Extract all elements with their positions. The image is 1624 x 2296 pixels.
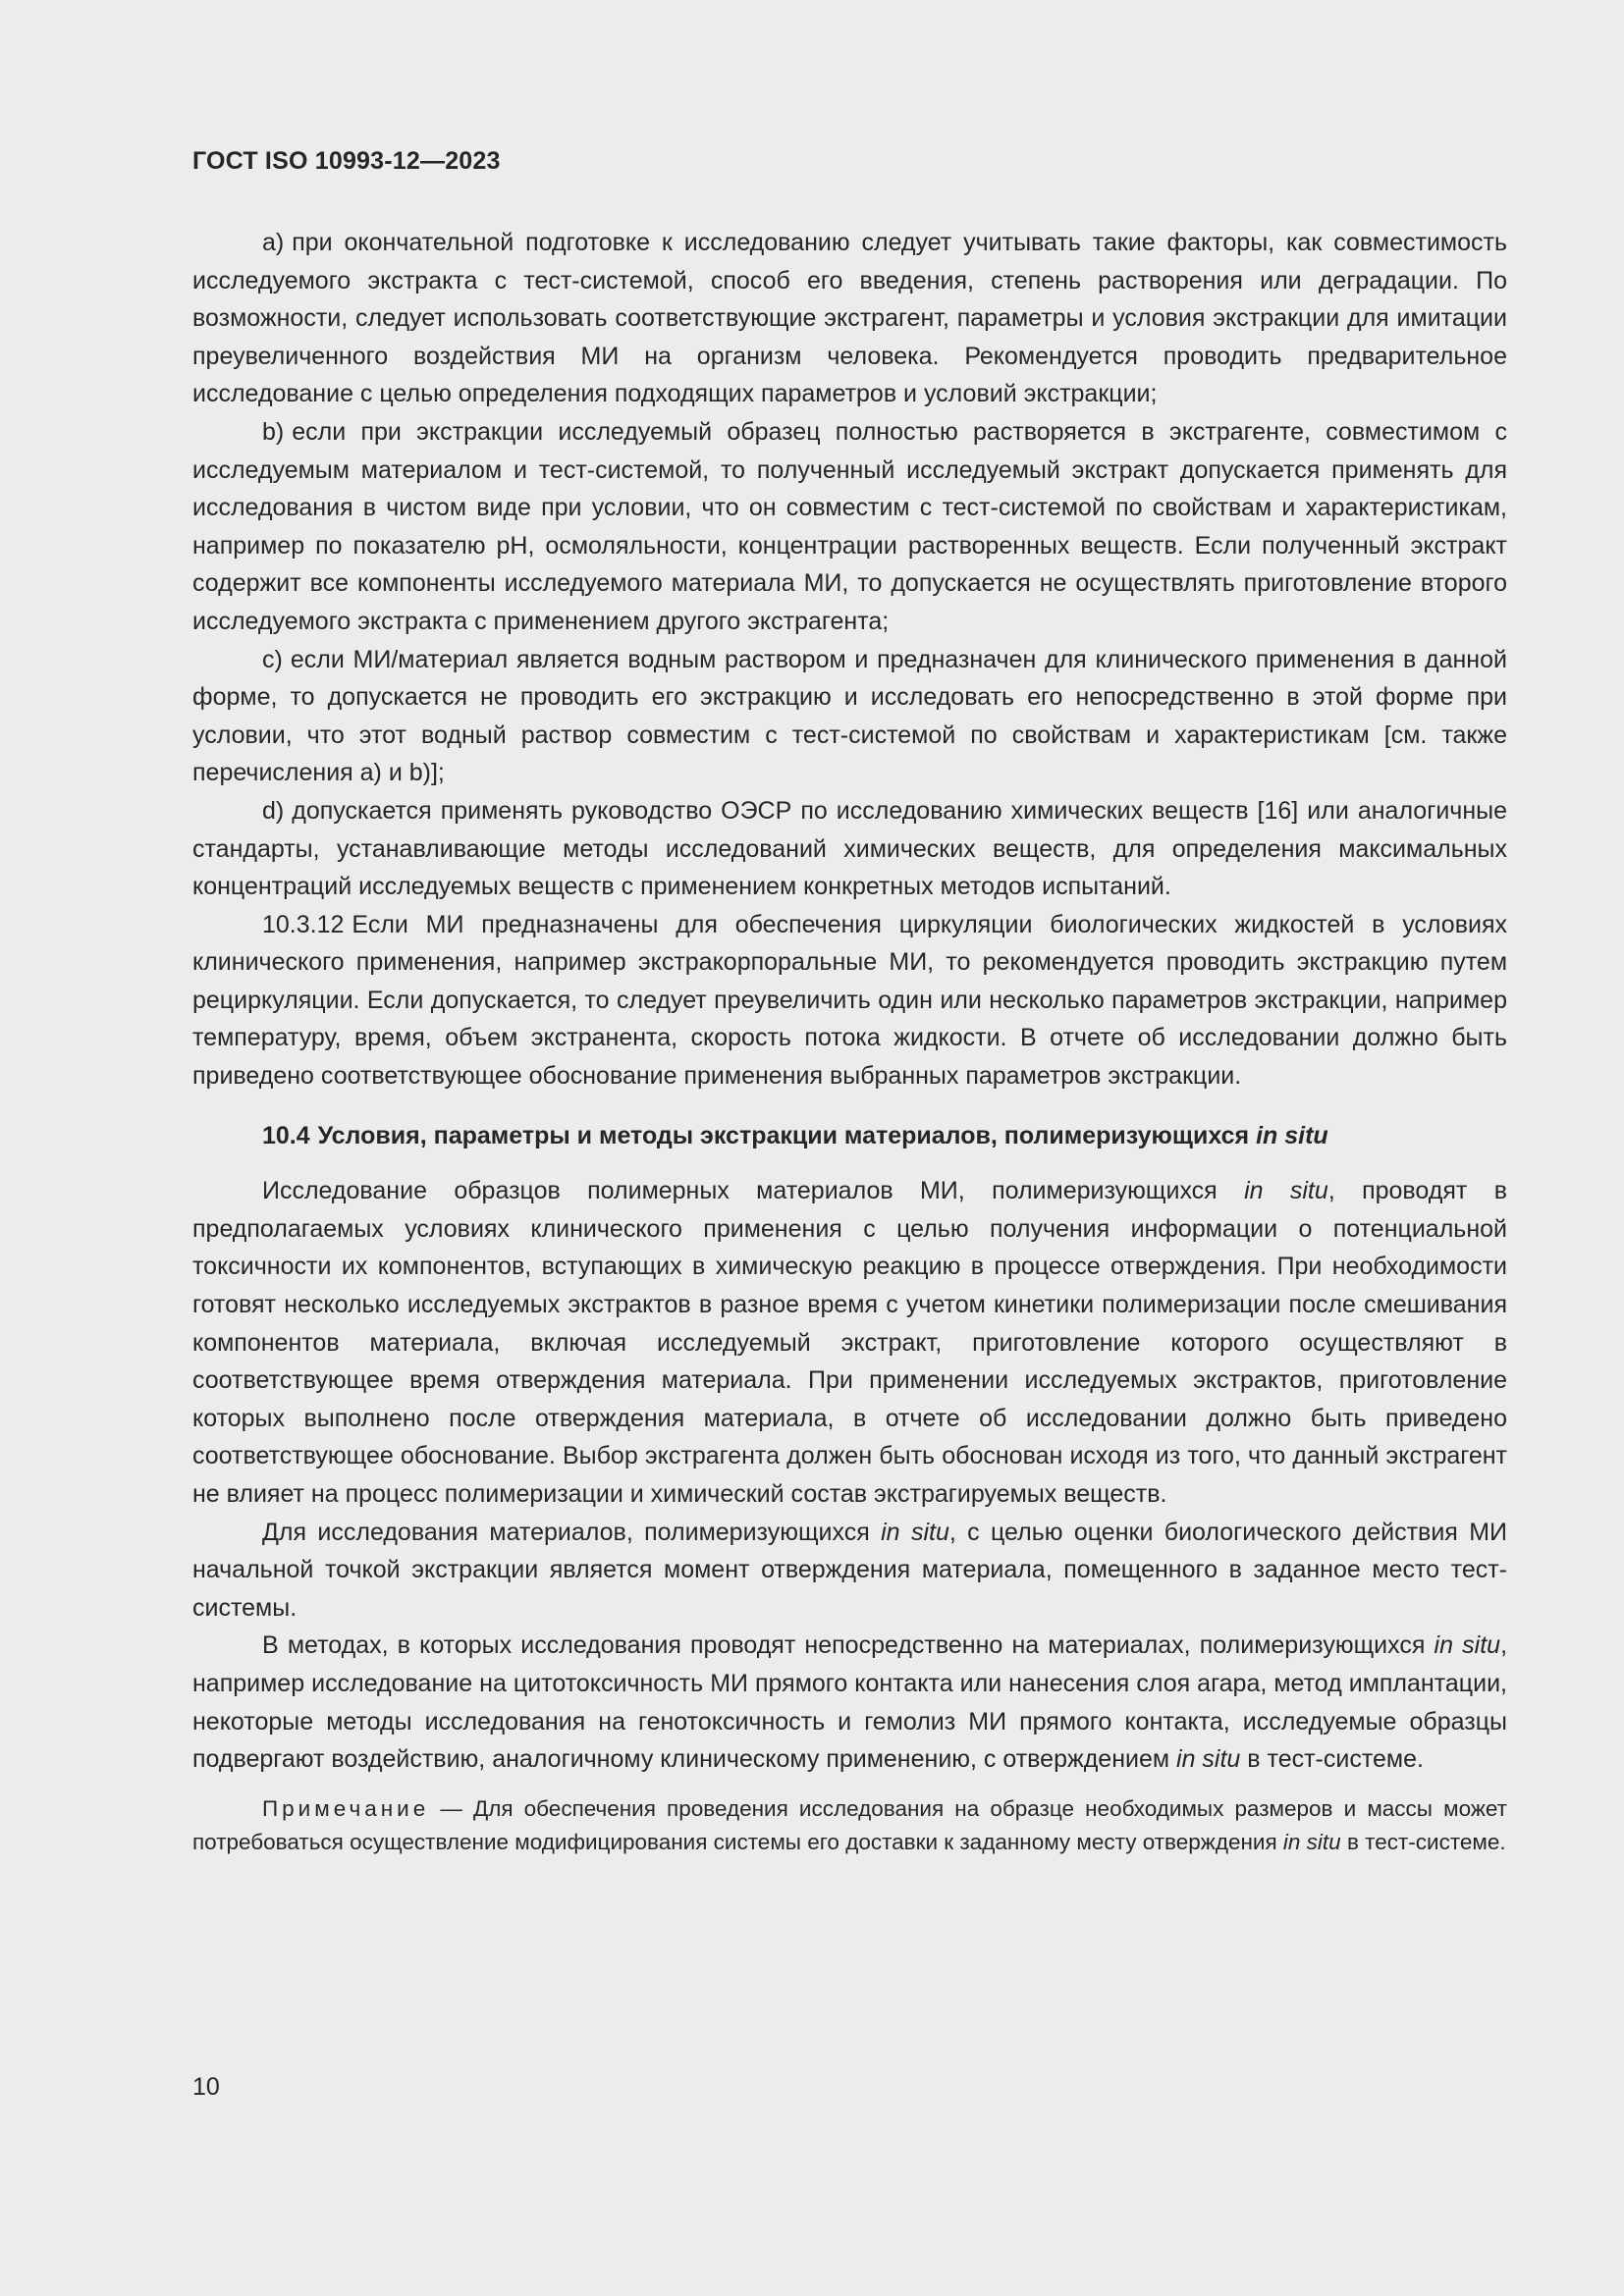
list-label: a) (262, 229, 285, 256)
note-text: Для обеспечения проведения исследования на образце необходимых размеров и массы может потребоваться осуществление модифицирования системы его доставки к заданному месту отверждения (192, 1795, 1507, 1854)
paragraph-text: , с целью оценки биологического действия МИ начальной точкой экстракции является момент отверждения материала, помещенного в заданное место тест-системы. (192, 1518, 1507, 1622)
section-title-text: Условия, параметры и методы экстракции материалов, полимеризующихся (317, 1121, 1250, 1149)
paragraph-text: , например исследование на цитотоксичность МИ прямого контакта или нанесения слоя агара, метод имплантации, некоторые методы исследования на генотоксичность и гемолиз МИ прямого контакта, исследуемые образцы подвергают воздействию, аналогичному клиническому применению, с отверждением (192, 1631, 1508, 1774)
list-item-a (192, 224, 1507, 413)
section-paragraph-1 (192, 1172, 1507, 1513)
italic-term: in situ (1244, 1177, 1328, 1205)
list-text: если при экстракции исследуемый образец полностью растворяется в экстрагенте, совместимом с исследуемым материалом и тест-системой, то полученный исследуемый экстракт допускается применять для исследования в чистом виде при условии, что он совместим с тест-системой по свойствам и характеристикам, например по показателю pH, осмоляльности, концентрации растворенных веществ. Если полученный экстракт содержит все компоненты исследуемого материала МИ, то допускается не осуществлять приготовление второго исследуемого экстракта с применением другого экстрагента; (192, 417, 1507, 635)
paragraph-text: Для исследования материалов, полимеризующихся (262, 1518, 870, 1546)
list-text: если МИ/материал является водным раствором и предназначен для клинического применения в данной форме, то допускается не проводить его экстракцию и исследовать его непосредственно в этой форме при условии, что этот водный раствор совместим с тест-системой по свойствам и характеристикам [см. также перечисления a) и b)]; (192, 645, 1507, 787)
section-heading-10-4 (192, 1117, 1507, 1155)
list-item-b (192, 413, 1507, 641)
note-dash: — (440, 1795, 462, 1821)
clause-10-3-12 (192, 906, 1507, 1095)
list-label: b) (262, 417, 285, 446)
paragraph-text: Исследование образцов полимерных материалов МИ, полимеризующихся (262, 1177, 1218, 1205)
note-paragraph (192, 1792, 1507, 1859)
list-text: допускается применять руководство ОЭСР по исследованию химических веществ [16] или аналогичные стандарты, устанавливающие методы исследований химических веществ, для определения максимальных концентраций исследуемых веществ с применением конкретных методов испытаний. (192, 796, 1507, 901)
clause-text: Если МИ предназначены для обеспечения циркуляции биологических жидкостей в условиях клинического применения, например экстракорпоральные МИ, то рекомендуется проводить экстракцию путем рециркуляции. Если допускается, то следует преувеличить один или несколько параметров экстракции, например температуру, время, объем экстранента, скорость потока жидкости. В отчете об исследовании должно быть приведено соответствующее обоснование применения выбранных параметров экстракции. (192, 910, 1507, 1091)
paragraph-text: В методах, в которых исследования проводят непосредственно на материалах, полимеризующихся (262, 1631, 1426, 1660)
list-item-c (192, 641, 1507, 792)
clause-number: 10.3.12 (262, 910, 345, 938)
section-paragraph-3 (192, 1627, 1507, 1778)
italic-term: in situ (1282, 1829, 1341, 1854)
list-label: d) (262, 796, 285, 825)
section-title-italic: in situ (1256, 1121, 1328, 1149)
document-body (192, 224, 1507, 1859)
paragraph-text: в тест-системе. (1247, 1745, 1424, 1774)
list-label: c) (262, 645, 283, 673)
section-number: 10.4 (262, 1121, 310, 1149)
note-label: Примечание (262, 1795, 430, 1821)
italic-term: in situ (881, 1518, 949, 1546)
note-text: в тест-системе. (1346, 1829, 1506, 1854)
italic-term: in situ (1176, 1745, 1241, 1774)
page-number: 10 (192, 2073, 220, 2101)
paragraph-text: , проводят в предполагаемых условиях клинического применения с целью получения информации о потенциальной токсичности их компонентов, вступающих в химическую реакцию в процессе отверждения. При необходимости готовят несколько исследуемых экстрактов в разное время с учетом кинетики полимеризации после смешивания компонентов материала, включая исследуемый экстракт, приготовление которого осуществляют в соответствующее время отверждения материала. При применении исследуемых экстрактов, приготовление которых выполнено после отверждения материала, в отчете об исследовании должно быть приведено соответствующее обоснование. Выбор экстрагента должен быть обоснован исходя из того, что данный экстрагент не влияет на процесс полимеризации и химический состав экстрагируемых веществ. (192, 1177, 1507, 1508)
list-item-d (192, 792, 1507, 906)
italic-term: in situ (1434, 1631, 1501, 1660)
document-header: ГОСТ ISO 10993-12—2023 (192, 147, 501, 175)
section-paragraph-2 (192, 1514, 1507, 1628)
list-text: при окончательной подготовке к исследованию следует учитывать такие факторы, как совместимость исследуемого экстракта с тест-системой, способ его введения, степень растворения или деградации. По возможности, следует использовать соответствующие экстрагент, параметры и условия экстракции для имитации преувеличенного воздействия МИ на организм человека. Рекомендуется проводить предварительное исследование с целью определения подходящих параметров и условий экстракции; (192, 229, 1507, 408)
